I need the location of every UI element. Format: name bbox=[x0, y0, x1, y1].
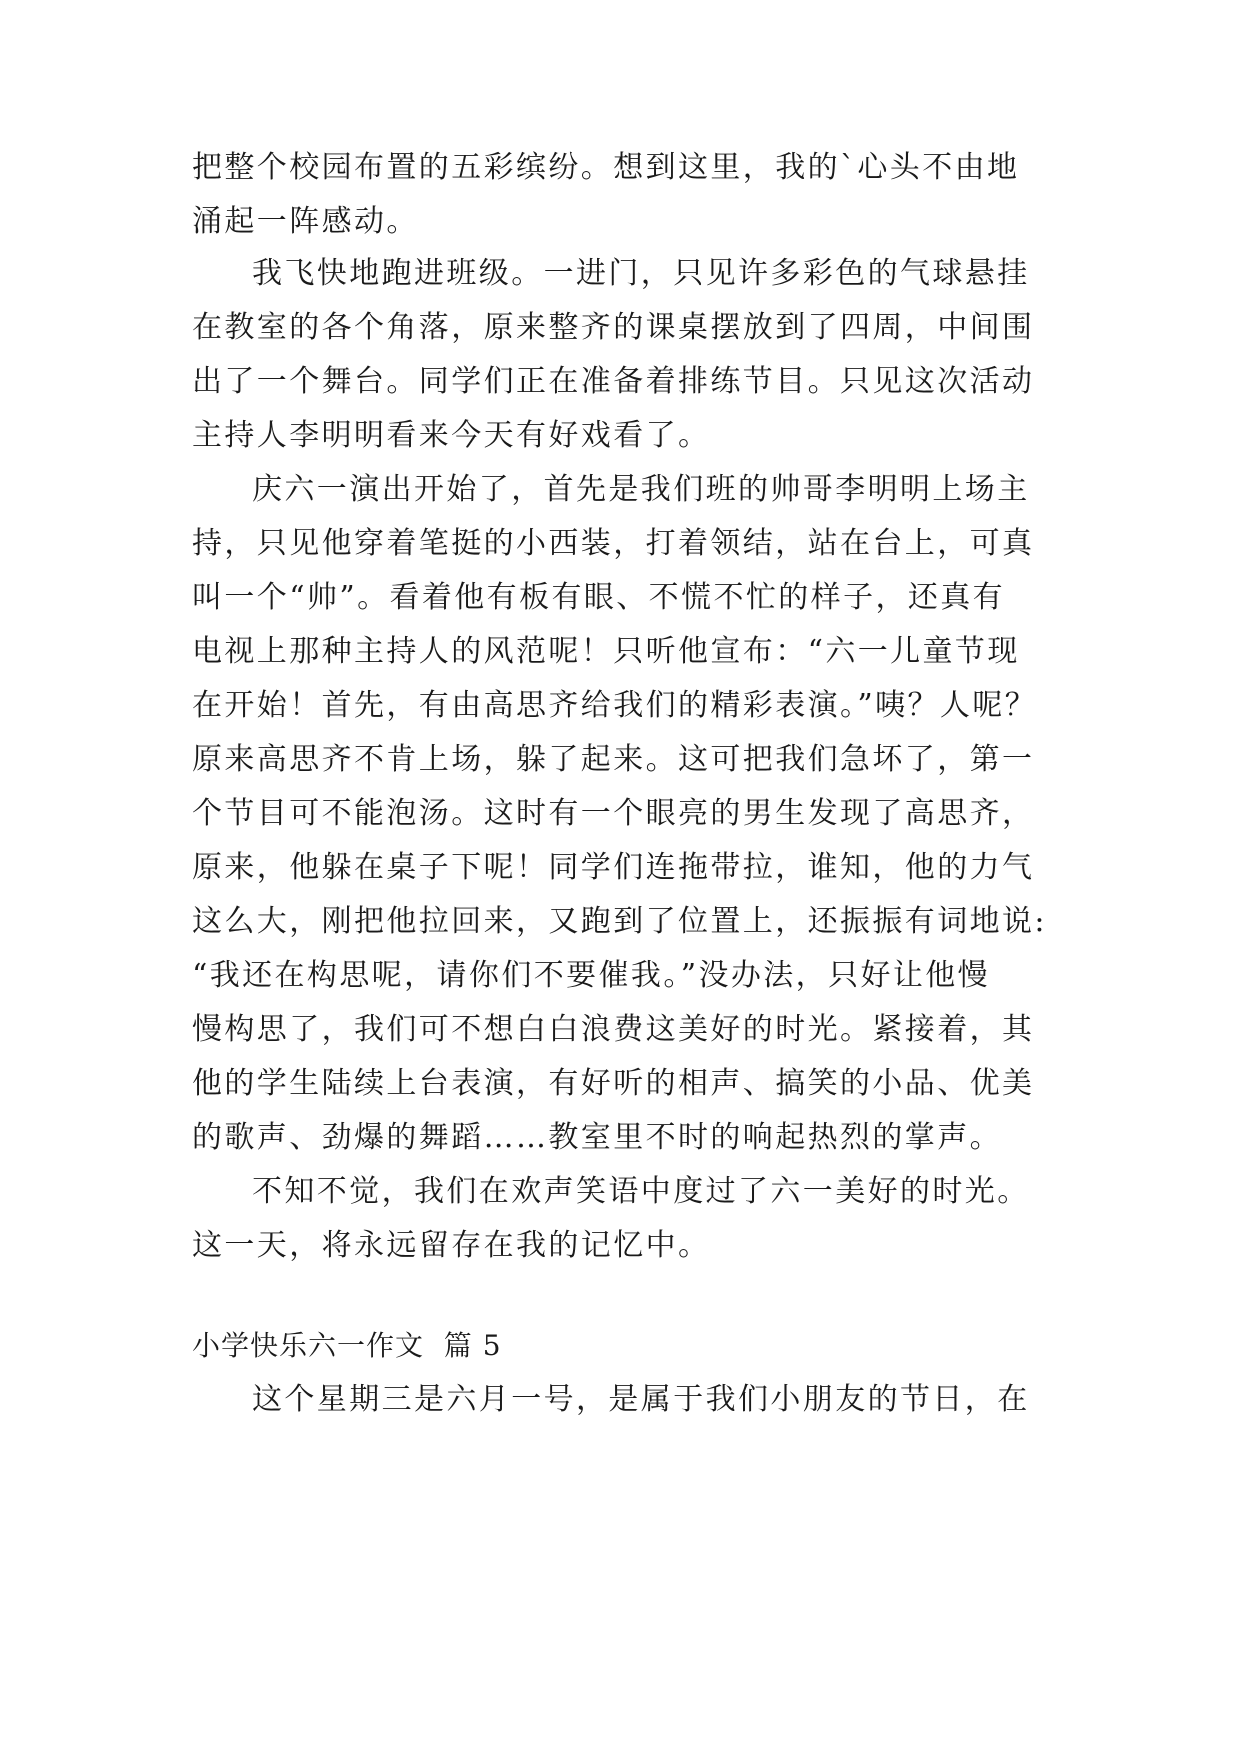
paragraph-line: 原来高思齐不肯上场，躲了起来。这可把我们急坏了，第一 bbox=[192, 742, 1035, 777]
paragraph-line: 主持人李明明看来今天有好戏看了。 bbox=[192, 418, 711, 453]
section-heading: 小学快乐六一作文 篇 5 bbox=[192, 1329, 502, 1362]
paragraph-line: 在教室的各个角落，原来整齐的课桌摆放到了四周，中间围 bbox=[192, 310, 1035, 345]
paragraph-line: 原来，他躲在桌子下呢！同学们连拖带拉，谁知，他的力气 bbox=[192, 850, 1035, 885]
paragraph-line: 在开始！首先，有由高思齐给我们的精彩表演。”咦？人呢？ bbox=[192, 688, 1038, 723]
paragraph-line: 涌起一阵感动。 bbox=[192, 204, 419, 239]
paragraph-line: 持，只见他穿着笔挺的小西装，打着领结，站在台上，可真 bbox=[192, 526, 1035, 561]
paragraph-line: 个节目可不能泡汤。这时有一个眼亮的男生发现了高思齐， bbox=[192, 796, 1035, 831]
paragraph-line: 我飞快地跑进班级。一进门，只见许多彩色的气球悬挂 bbox=[252, 256, 1030, 291]
paragraph-line: “我还在构思呢，请你们不要催我。”没办法，只好让他慢 bbox=[192, 958, 991, 993]
paragraph-line: 庆六一演出开始了，首先是我们班的帅哥李明明上场主 bbox=[252, 472, 1030, 507]
paragraph-line: 电视上那种主持人的风范呢！只听他宣布：“六一儿童节现 bbox=[192, 634, 1020, 669]
paragraph-line: 的歌声、劲爆的舞蹈……教室里不时的响起热烈的掌声。 bbox=[192, 1120, 1002, 1155]
paragraph-line: 这个星期三是六月一号，是属于我们小朋友的节日，在 bbox=[252, 1382, 1030, 1417]
paragraph-line: 出了一个舞台。同学们正在准备着排练节目。只见这次活动 bbox=[192, 364, 1035, 399]
paragraph-line: 叫一个“帅”。看着他有板有眼、不慌不忙的样子，还真有 bbox=[192, 580, 1006, 615]
paragraph-line: 慢构思了，我们可不想白白浪费这美好的时光。紧接着，其 bbox=[192, 1012, 1035, 1047]
paragraph-line: 这一天，将永远留存在我的记忆中。 bbox=[192, 1228, 711, 1263]
paragraph-line: 他的学生陆续上台表演，有好听的相声、搞笑的小品、优美 bbox=[192, 1066, 1035, 1101]
paragraph-line: 把整个校园布置的五彩缤纷。想到这里，我的`心头不由地 bbox=[192, 150, 1020, 185]
paragraph-line: 不知不觉，我们在欢声笑语中度过了六一美好的时光。 bbox=[252, 1174, 1030, 1209]
paragraph-line: 这么大，刚把他拉回来，又跑到了位置上，还振振有词地说: bbox=[192, 904, 1047, 939]
